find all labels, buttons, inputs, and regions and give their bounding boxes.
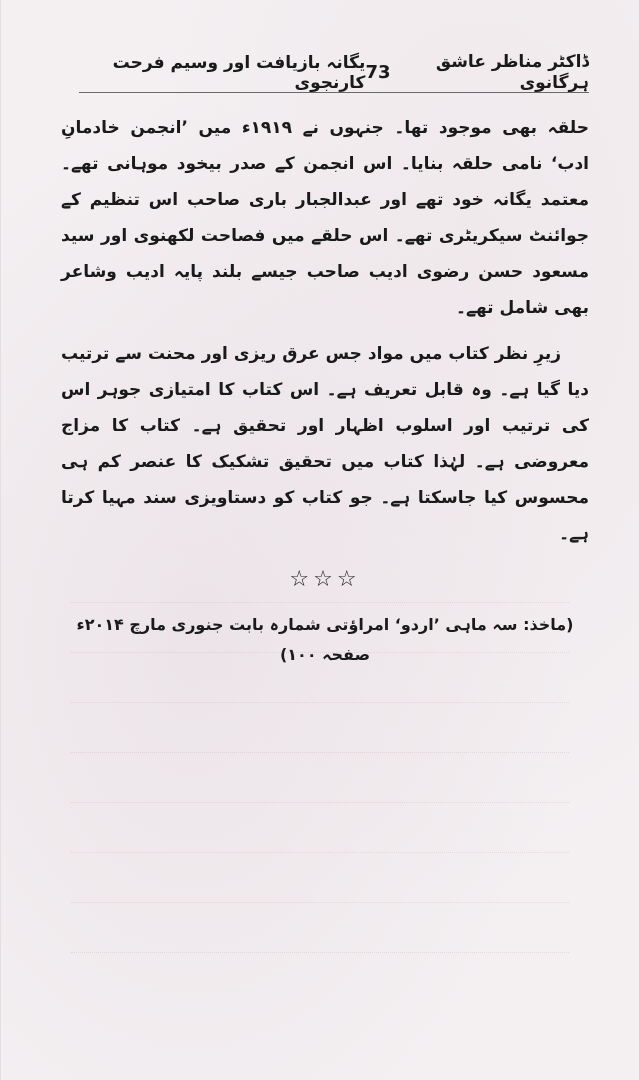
divider-stars-icon: ☆☆☆ bbox=[289, 567, 361, 592]
bleed-through-line bbox=[71, 640, 569, 653]
paragraph-1: حلقہ بھی موجود تھا۔ جنہوں نے ۱۹۱۹ء میں ’انجمن خادمانِ ادب‘ نامی حلقہ بنایا۔ اس انجمن کے صدر بیخود موہانی تھے۔ معتمد یگانہ خود تھے اور عبدالجبار باری صاحب اس تنظیم کے جوائنٹ سیکریٹری تھے۔ اس حلقے میں فصاحت لکھنوی اور سید مسعود حسن رضوی ادیب صاحب جیسے بلند پایہ ادیب وشاعر بھی شامل تھے۔ bbox=[61, 118, 589, 318]
running-header bbox=[79, 51, 589, 93]
bleed-through-line bbox=[71, 590, 569, 603]
header-author: ڈاکٹر مناظر عاشق ہرگانوی bbox=[435, 51, 589, 93]
source-citation: (ماخذ: سہ ماہی ’اردو‘ امراؤتی شمارہ بابت جنوری مارچ ۲۰۱۴ء صفحہ ۱۰۰) bbox=[76, 615, 574, 664]
paragraph-2: زیرِ نظر کتاب میں مواد جس عرق ریزی اور محنت سے ترتیب دیا گیا ہے۔ وہ قابل تعریف ہے۔ اس کتاب کا امتیازی جوہر اس کی ترتیب اور اسلوب اظہار اور تحقیق ہے۔ کتاب کا مزاج معروضی ہے۔ لہٰذا کتاب میں تحقیق تشکیک کا عنصر کم ہی محسوس کیا جاسکتا ہے۔ جو کتاب کو دستاویزی سند مہیا کرتا ہے۔ bbox=[61, 344, 589, 544]
header-book-title: یگانہ بازیافت اور وسیم فرحت کارنجوی bbox=[112, 52, 366, 93]
bleed-through-line bbox=[71, 890, 569, 903]
bleed-through-line bbox=[71, 940, 569, 953]
bleed-through-line bbox=[71, 690, 569, 703]
header-rule bbox=[79, 92, 589, 93]
bleed-through-line bbox=[71, 790, 569, 803]
bleed-through-line bbox=[71, 840, 569, 853]
bleed-through-line bbox=[71, 740, 569, 753]
page-body bbox=[61, 110, 589, 670]
page-number: 73 bbox=[365, 61, 391, 83]
